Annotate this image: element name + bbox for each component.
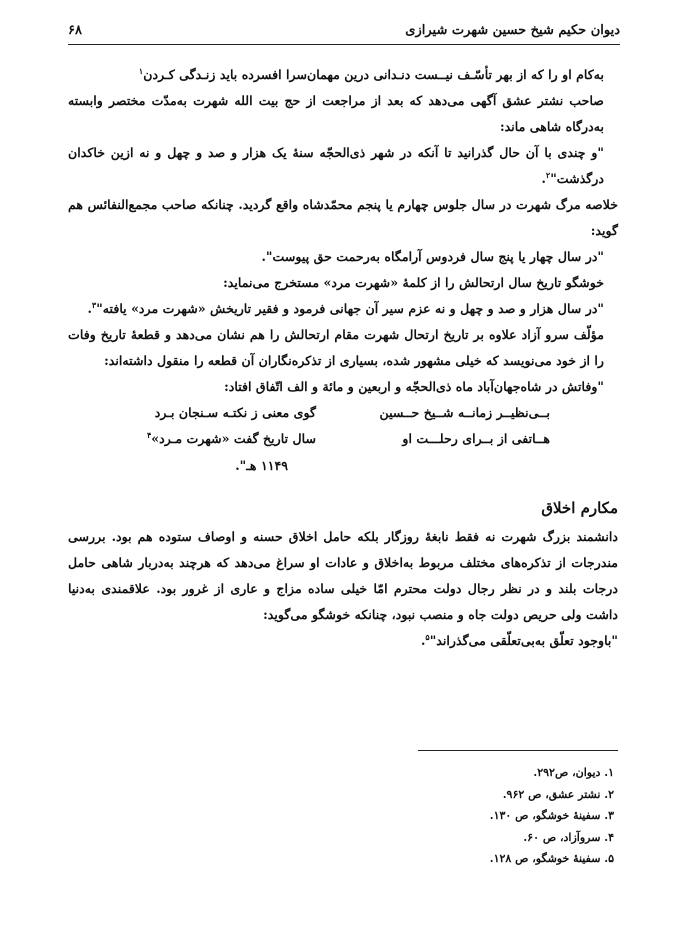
- hemistich: بــی‌نظیــر زمانــه شــیخ حــسین: [379, 405, 550, 420]
- main-text: [68, 62, 618, 654]
- quote: "در سال هزار و صد و چهل و نه عزم سیر آن جهانی فرمود و فقیر تاریخش «شهرت مرد» یافته"$^۳$.: [87, 299, 604, 316]
- paragraph: مؤلّف سرو آزاد علاوه بر تاریخ ارتحال شهرت مقام ارتحالش را هم نشان می‌دهد و قطعهٔ تاریخ وفات را از خود می‌نویسد که خیلی مشهور شده، بسیاری از تذکره‌نگاران آن قطعه را منقول داشته‌اند:: [68, 327, 604, 368]
- quote-text: "در سال هزار و صد و چهل و نه عزم سیر آن جهانی فرمود و فقیر تاریخش «شهرت مرد» یافته": [96, 301, 604, 316]
- footnote: ۳. سفینهٔ خوشگو، ص ۱۳۰.: [489, 809, 614, 822]
- paragraph: دانشمند بزرگ شهرت نه فقط نابغهٔ روزگار بلکه حامل اخلاق حسنه و اوصاف ستوده هم بود. بررسی مندرجات از تذکره‌های مختلف مربوط به‌اخلاق و عادات او سراغ می‌دهد که هرچند به‌دربار شاهی حامل درجات بلند و در نظر رجال دولت محترم امّا خیلی ساده مزاج و عاری از غرور بود. علاقمندی به‌دنیا داشت ولی حریص دولت جاه و منصب نبود، چنانکه خوشگو می‌گوید:: [68, 529, 618, 622]
- quote: "در سال چهار یا پنج سال فردوس آرامگاه به‌رحمت حق پیوست".: [261, 249, 604, 264]
- footnote-ref: ۱: [138, 65, 144, 76]
- paragraph: صاحب نشتر عشق آگهی می‌دهد که بعد از مراجعت از حج بیت الله شهرت به‌مدّت مختصر وابسته به‌درگاه شاهی ماند:: [68, 93, 604, 134]
- footnote-ref: ۴: [146, 429, 152, 440]
- footnotes: [68, 762, 618, 870]
- footnote: ۲. نشتر عشق، ص ۹۶۲.: [502, 787, 614, 801]
- date-line: ۱۱۴۹ هـ".: [235, 458, 288, 473]
- hemistich: [136, 426, 316, 452]
- page-number: ۶۸: [68, 22, 82, 38]
- quote-text: "باوجود تعلّق به‌بی‌تعلّقی می‌گذراند": [429, 633, 618, 648]
- hemistich: هــاتفی از بــرای رحلـــت او: [402, 431, 550, 446]
- header-divider: [68, 44, 620, 45]
- footnote-divider: [418, 750, 618, 751]
- footnote: ۱. دیوان، ص۲۹۲.: [533, 766, 614, 779]
- quote: "باوجود تعلّق به‌بی‌تعلّقی می‌گذراند"$^۵$.: [421, 631, 618, 648]
- footnote: ۵. سفینهٔ خوشگو، ص ۱۲۸.: [489, 852, 614, 865]
- paragraph: خوشگو تاریخ سال ارتحالش را از کلمهٔ «شهرت مرد» مستخرج می‌نماید:: [223, 275, 604, 290]
- footnote-ref: ۲: [545, 169, 551, 180]
- hemistich: گوی معنی ز نکتـه سـنجان بـرد: [154, 405, 316, 420]
- section-heading: مکارم اخلاق: [541, 499, 618, 517]
- verse-couplet: [68, 426, 618, 452]
- quote-text: "و چندی با آن حال گذرانید تا آنکه در شهر ذی‌الحجّه سنهٔ یک هزار و صد و چهل و نه ازین خاکدان درگذشت": [68, 145, 604, 186]
- running-title: دیوان حکیم شیخ حسین شهرت شیرازی: [405, 22, 620, 38]
- paragraph: خلاصه مرگ شهرت در سال جلوس چهارم یا پنجم محمّدشاه واقع گردید. چنانکه صاحب مجمع‌النفائس هم گوید:: [68, 197, 618, 238]
- verse-line-intro: [68, 62, 618, 88]
- page-header: [68, 18, 620, 42]
- footnote-ref: ۵: [425, 631, 430, 642]
- quote: "و چندی با آن حال گذرانید تا آنکه در شهر ذی‌الحجّه سنهٔ یک هزار و صد و چهل و نه ازین خاکدان درگذشت"$^۲$.: [68, 145, 604, 186]
- verse-couplet: [68, 400, 618, 426]
- footnote: ۴. سروآزاد، ص ۶۰.: [523, 830, 614, 844]
- hemistich-text: سال تاریخ گفت «شهرت مـرد»: [151, 431, 316, 446]
- quote: "وفاتش در شاه‌جهان‌آباد ماه ذی‌الحجّه و اربعین و مائة و الف اتّفاق افتاد:: [224, 379, 604, 394]
- footnote-ref: ۳: [91, 299, 97, 310]
- verse-line-text: به‌کام او را که از بهر تأسّـف نیــست دنـدانی درین مهمان‌سرا افسرده باید زنـدگی کـردن: [143, 67, 604, 82]
